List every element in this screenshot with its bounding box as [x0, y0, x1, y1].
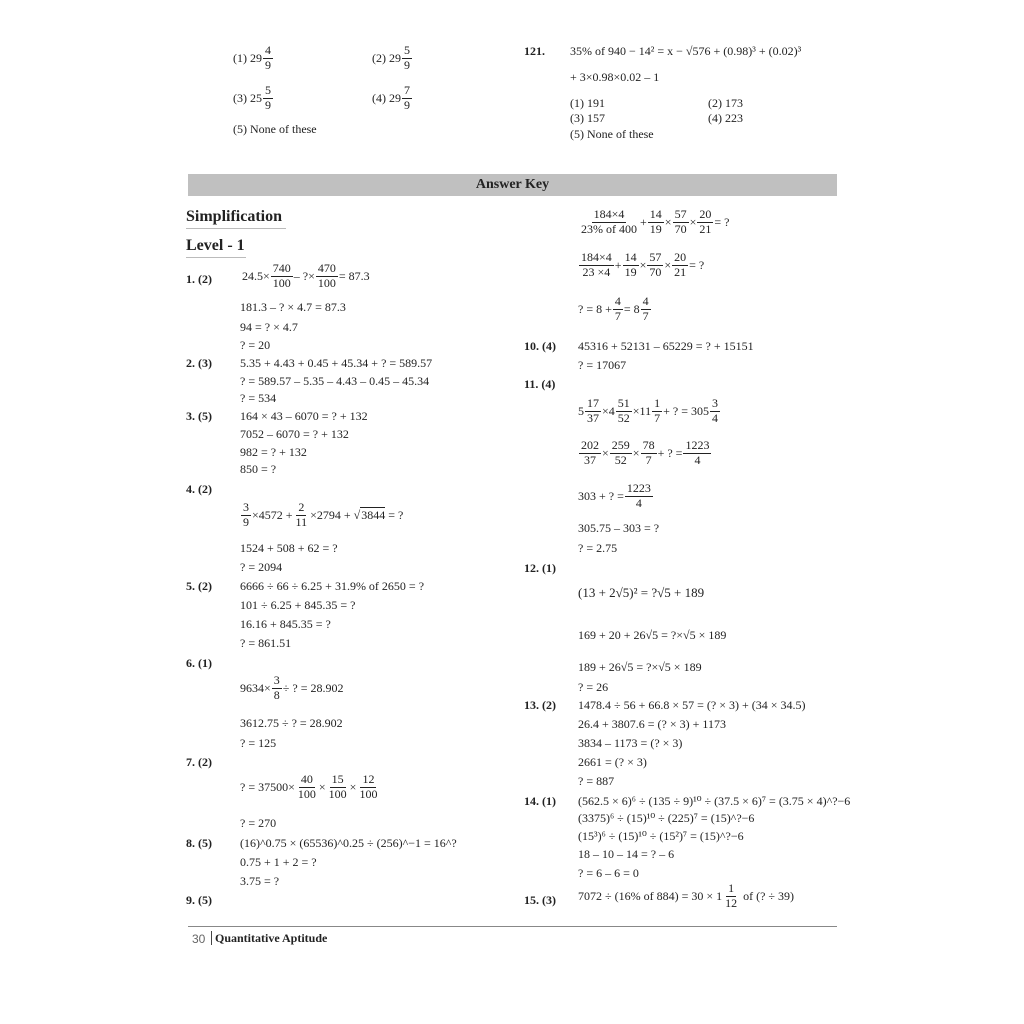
answer-4-line-3: ? = 2094 [240, 560, 283, 574]
answer-10-line-2: ? = 17067 [578, 358, 627, 372]
answer-8-label: 8. (5) [186, 836, 212, 850]
q120-option-2: (2) 29 $\frac{5}{9}$ [372, 43, 410, 72]
answer-5-line-2: 101 ÷ 6.25 + 845.35 = ? [240, 598, 356, 612]
answer-10-line-1: 45316 + 52131 – 65229 = ? + 15151 [578, 339, 754, 353]
answer-9-line-1: $\frac{184\times 4}{23\% of 400}$ + $\frac{14}{19}$ × $\frac{57}{70}$ × $\frac{20}{21}$ = ? [581, 207, 730, 236]
q121-option-2: (2) 173 [708, 96, 743, 110]
answer-3-line-3: 982 = ? + 132 [240, 445, 307, 459]
answer-11-line-2: $\frac{202}{37}$ × $\frac{259}{52}$ × $\frac{78}{7}$ + ? = $\frac{1223}{4}$ [581, 438, 710, 467]
answer-8-line-3: 3.75 = ? [240, 874, 280, 888]
answer-6-line-1: 9634× $\frac{3}{8}$ ÷ ? = 28.902 [240, 673, 344, 702]
q121-option-5: (5) None of these [570, 127, 654, 141]
answer-12-line-4: ? = 26 [578, 680, 609, 694]
answer-9-label: 9. (5) [186, 893, 212, 907]
answer-9-line-3: ? = 8 + $\frac{4}{7}$ = 8 $\frac{4}{7}$ [578, 294, 649, 323]
answer-14-label: 14. (1) [524, 794, 556, 808]
book-title: Quantitative Aptitude [215, 931, 328, 945]
q121-line-1: 35% of 940 − 14² = x − √576 + (0.98)³ + (0.02)³ [570, 44, 802, 58]
answer-6-label: 6. (1) [186, 656, 212, 670]
answer-14-line-5: ? = 6 – 6 = 0 [578, 866, 639, 880]
answer-5-line-4: ? = 861.51 [240, 636, 292, 650]
answer-15-label: 15. (3) [524, 893, 556, 907]
answer-2-line-1: 5.35 + 4.43 + 0.45 + 45.34 + ? = 589.57 [240, 356, 433, 370]
answer-12-line-3: 189 + 26√5 = ?×√5 × 189 [578, 660, 702, 674]
q120-option-1: (1) 29 $\frac{4}{9}$ [233, 43, 271, 72]
q121-option-4: (4) 223 [708, 111, 743, 125]
answer-14-line-2: (3375)⁶ ÷ (15)¹⁰ ÷ (225)⁷ = (15)^?−6 [578, 811, 755, 825]
answer-15-line-1: 7072 ÷ (16% of 884) = 30 × 1 $\frac{1}{12}$ of (? ÷ 39) [578, 881, 795, 910]
answer-2-line-3: ? = 534 [240, 391, 277, 405]
answer-5-line-1: 6666 ÷ 66 ÷ 6.25 + 31.9% of 2650 = ? [240, 579, 425, 593]
answer-4-line-2: 1524 + 508 + 62 = ? [240, 541, 338, 555]
answer-11-line-3: 303 + ? = $\frac{1223}{4}$ [578, 481, 651, 510]
answer-12-line-2: 169 + 20 + 26√5 = ?×√5 × 189 [578, 628, 727, 642]
answer-5-line-3: 16.16 + 845.35 = ? [240, 617, 331, 631]
answer-14-line-4: 18 – 10 – 14 = ? – 6 [578, 847, 675, 861]
answer-2-label: 2. (3) [186, 356, 212, 370]
q121-option-3: (3) 157 [570, 111, 605, 125]
answer-10-label: 10. (4) [524, 339, 556, 353]
answer-6-line-2: 3612.75 ÷ ? = 28.902 [240, 716, 343, 730]
answer-14-line-3: (15³)⁶ ÷ (15)¹⁰ ÷ (15²)⁷ = (15)^?−6 [578, 829, 744, 843]
q120-option-3: (3) 25 $\frac{5}{9}$ [233, 83, 271, 112]
answer-11-line-1: 5 $\frac{17}{37}$ ×4 $\frac{51}{52}$ ×11 $\frac{1}{7}$ + ? = 305 $\frac{3}{4}$ [578, 396, 718, 425]
level-title: Level - 1 [186, 237, 246, 258]
answer-4-label: 4. (2) [186, 482, 212, 496]
page-number: 30 [192, 932, 206, 946]
answer-1-line-2: 181.3 – ? × 4.7 = 87.3 [240, 300, 346, 314]
answer-13-line-2: 26.4 + 3807.6 = (? × 3) + 1173 [578, 717, 726, 731]
answer-1-line-4: ? = 20 [240, 338, 271, 352]
q121-line-2: + 3×0.98×0.02 – 1 [570, 70, 660, 84]
answer-12-line-1: (13 + 2√5)² = ?√5 + 189 [578, 585, 705, 600]
answer-2-line-2: ? = 589.57 – 5.35 – 4.43 – 0.45 – 45.34 [240, 374, 430, 388]
answer-7-line-2: ? = 270 [240, 816, 277, 830]
answer-8-line-2: 0.75 + 1 + 2 = ? [240, 855, 317, 869]
answer-1-line-3: 94 = ? × 4.7 [240, 320, 298, 334]
answer-4-line-1: $\frac{3}{9}$ ×4572 + $\frac{2}{11}$ ×2794 + √ 3844 = ? [243, 500, 404, 529]
answer-13-line-3: 3834 – 1173 = (? × 3) [578, 736, 683, 750]
answer-13-label: 13. (2) [524, 698, 556, 712]
answer-1-line-1: 24.5× $\frac{740}{100}$ – ?× $\frac{470}{100}$ = 87.3 [242, 261, 370, 290]
answer-12-label: 12. (1) [524, 561, 556, 575]
answer-6-line-3: ? = 125 [240, 736, 277, 750]
q121-option-1: (1) 191 [570, 96, 605, 110]
answer-11-line-4: 305.75 – 303 = ? [578, 521, 660, 535]
footer-divider [211, 931, 212, 945]
answer-11-line-5: ? = 2.75 [578, 541, 618, 555]
answer-7-label: 7. (2) [186, 755, 212, 769]
answer-13-line-5: ? = 887 [578, 774, 615, 788]
q120-option-4: (4) 29 $\frac{7}{9}$ [372, 83, 410, 112]
q121-number: 121. [524, 44, 545, 58]
answer-5-label: 5. (2) [186, 579, 212, 593]
answer-7-line-1: ? = 37500× $\frac{40}{100}$ × $\frac{15}{100}$ × $\frac{12}{100}$ [240, 772, 378, 801]
q120-option-5: (5) None of these [233, 122, 317, 136]
answer-3-line-4: 850 = ? [240, 462, 277, 476]
answer-9-line-2: $\frac{184\times 4}{23 \times 4}$ + $\frac{14}{19}$ × $\frac{57}{70}$ × $\frac{20}{21}$ = ? [581, 250, 705, 279]
answer-3-label: 3. (5) [186, 409, 212, 423]
answer-3-line-2: 7052 – 6070 = ? + 132 [240, 427, 349, 441]
footer-rule [188, 926, 837, 927]
answer-13-line-1: 1478.4 ÷ 56 + 66.8 × 57 = (? × 3) + (34 × 34.5) [578, 698, 806, 712]
answer-1-label: 1. (2) [186, 272, 212, 286]
section-title: Simplification [186, 208, 286, 229]
answer-13-line-4: 2661 = (? × 3) [578, 755, 647, 769]
answer-14-line-1: (562.5 × 6)⁶ ÷ (135 ÷ 9)¹⁰ ÷ (37.5 × 6)⁷ = (3.75 × 4)^?−6 [578, 794, 851, 808]
answer-3-line-1: 164 × 43 – 6070 = ? + 132 [240, 409, 368, 423]
answer-11-label: 11. (4) [524, 377, 556, 391]
answer-key-header: Answer Key [188, 174, 837, 196]
answer-8-line-1: (16)^0.75 × (65536)^0.25 ÷ (256)^−1 = 16^? [240, 836, 457, 850]
